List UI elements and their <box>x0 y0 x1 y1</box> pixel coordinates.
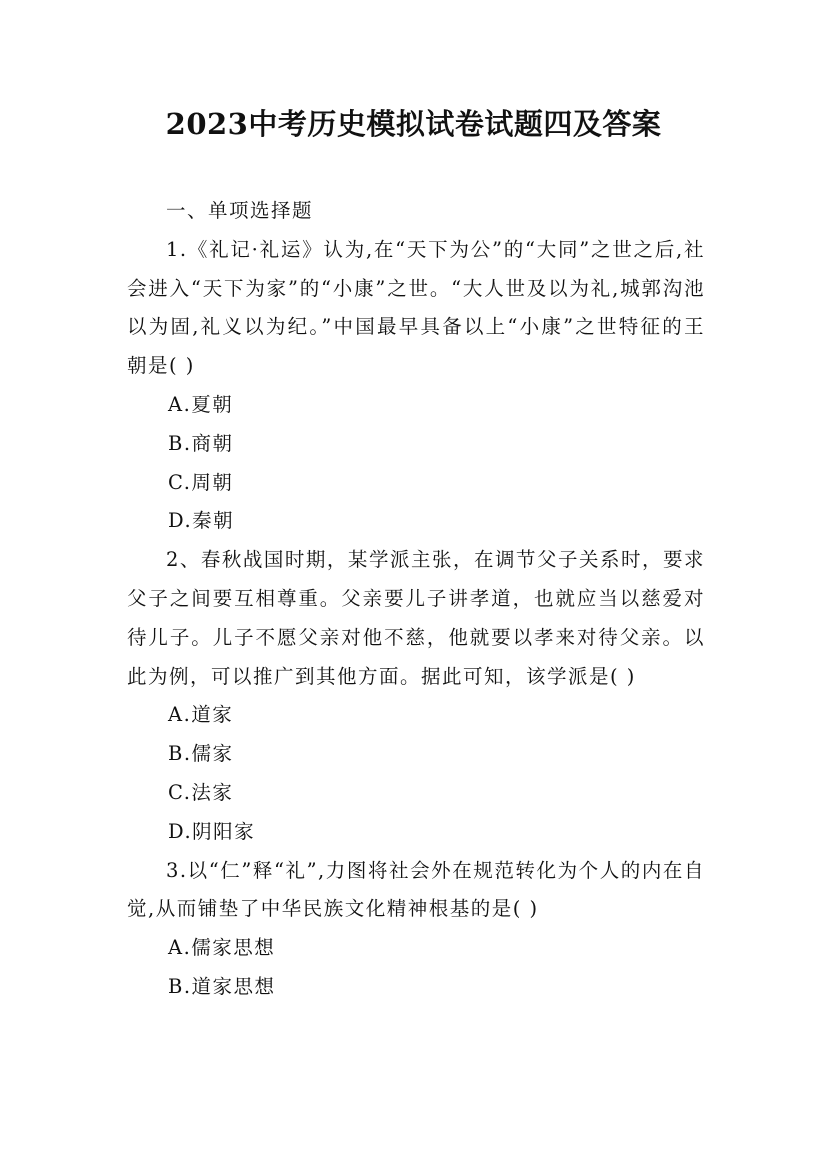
question-1-option-d: D.秦朝 <box>168 509 235 533</box>
question-2-option-b: B.儒家 <box>168 742 234 766</box>
question-1-option-c: C.周朝 <box>168 470 234 494</box>
question-2 <box>127 541 705 851</box>
section-heading: 一、单项选择题 <box>166 199 314 222</box>
document-body <box>127 192 705 1007</box>
document-title: 2023中考历史模拟试卷试题四及答案 <box>165 107 662 141</box>
question-1 <box>127 231 705 541</box>
question-3-option-b: B.道家思想 <box>168 974 276 998</box>
question-2-option-a: A.道家 <box>168 703 234 727</box>
question-1-option-a: A.夏朝 <box>168 392 234 416</box>
question-3 <box>127 852 705 1007</box>
question-2-stem: 2、春秋战国时期，某学派主张，在调节父子关系时，要求父子之间要互相尊重。父亲要儿子讲孝道，也就应当以慈爱对待儿子。儿子不愿父亲对他不慈，他就要以孝来对待父亲。以此为例，可以推广到其他方面。据此可知，该学派是( ) <box>127 548 705 688</box>
question-1-stem: 1.《礼记·礼运》认为,在“天下为公”的“大同”之世之后,社会进入“天下为家”的“小康”之世。“大人世及以为礼,城郭沟池以为固,礼义以为纪。”中国最早具备以上“小康”之世特征的王朝是( ) <box>127 237 705 378</box>
question-3-option-a: A.儒家思想 <box>168 936 276 960</box>
question-1-option-b: B.商朝 <box>168 431 234 455</box>
question-2-option-d: D.阴阳家 <box>168 819 256 843</box>
question-2-option-c: C.法家 <box>168 780 234 804</box>
question-3-stem: 3.以“仁”释“礼”,力图将社会外在规范转化为个人的内在自觉,从而铺垫了中华民族文化精神根基的是( ) <box>127 858 705 921</box>
